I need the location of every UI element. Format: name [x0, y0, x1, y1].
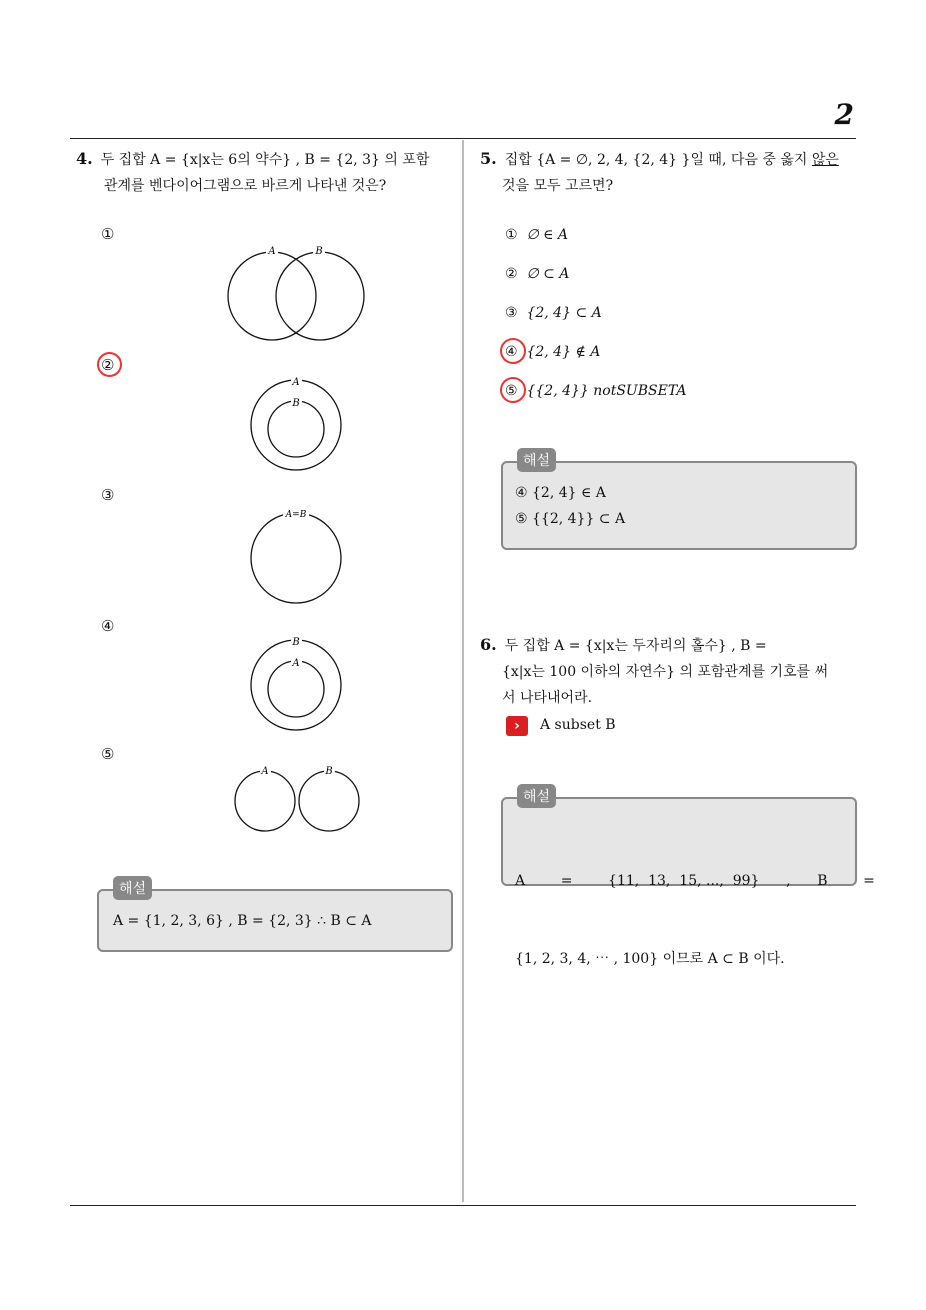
selected-mark [500, 338, 526, 364]
selected-mark [500, 377, 526, 403]
chevron-right-icon: › [506, 716, 528, 736]
choice-label: ④ [505, 344, 518, 360]
solution-line2: ⑤ {{2, 4}} ⊂ A [515, 511, 626, 527]
solution-box-q6 [501, 789, 875, 967]
choice-label: ② [505, 266, 518, 282]
choice-text: ∅ ∈ A [526, 227, 569, 243]
choice-2[interactable] [505, 261, 845, 300]
footer-rule [70, 1205, 856, 1206]
solution-box-q4 [97, 881, 453, 952]
venn-circle-a [268, 661, 324, 717]
venn-label-b: B [292, 398, 300, 409]
venn-circle-a [235, 771, 295, 831]
question-number: 5. [480, 149, 497, 168]
choice-label[interactable]: ① [101, 225, 115, 243]
emphasis-underline: 않은 [811, 152, 839, 168]
venn-diagram-4 [245, 634, 349, 734]
venn-circle-b [276, 252, 364, 340]
question-5 [480, 146, 860, 199]
solution-box-q5 [501, 453, 857, 550]
choice-list-q5 [505, 222, 845, 417]
question-text-line2: {x|x는 100 이하의 자연수} 의 포함관계를 기호를 써 [502, 664, 829, 680]
venn-label-b: B [325, 766, 333, 777]
question-text-line1: 집합 {A = ∅, 2, 4, {2, 4} }일 때, 다음 중 옳지 [504, 152, 812, 168]
venn-circle-a [228, 252, 316, 340]
solution-tag: 해설 [517, 448, 556, 472]
venn-label-a: A [292, 377, 300, 388]
solution-line1: A = {11, 13, 15, ..., 99} , B = [515, 873, 875, 889]
choice-4[interactable] [505, 339, 845, 378]
venn-diagram-3 [245, 506, 349, 606]
choice-text: {{2, 4}} notSUBSETA [526, 383, 687, 399]
question-number: 6. [480, 635, 497, 654]
choice-3[interactable] [505, 300, 845, 339]
venn-circle-b [299, 771, 359, 831]
choice-5[interactable] [505, 378, 845, 417]
question-number: 4. [76, 149, 93, 168]
solution-line1: ④ {2, 4} ∈ A [515, 485, 606, 501]
question-text-line2: 관계를 벤다이어그램으로 바르게 나타낸 것은? [104, 178, 387, 194]
venn-label-a: A [261, 766, 269, 777]
choice-label: ③ [505, 305, 518, 321]
choice-label: ⑤ [505, 383, 518, 399]
choice-label[interactable]: ③ [101, 486, 115, 504]
choice-text: ∅ ⊂ A [526, 266, 570, 282]
venn-diagram-2 [245, 374, 349, 474]
selected-mark [97, 352, 122, 377]
question-text-line2: 것을 모두 고르면? [502, 178, 614, 194]
solution-text: A = {1, 2, 3, 6} , B = {2, 3} ∴ B ⊂ A [113, 913, 372, 929]
venn-label-b: B [292, 637, 300, 648]
venn-label-ab: A=B [285, 510, 307, 520]
question-text-line1: 두 집합 A = {x|x는 6의 약수} , B = {2, 3} 의 포함 [100, 152, 430, 168]
venn-circle-ab [251, 513, 341, 603]
choice-label[interactable]: ④ [101, 617, 115, 635]
venn-label-b: B [315, 246, 323, 257]
choice-label: ① [505, 227, 518, 243]
solution-tag: 해설 [113, 876, 152, 900]
choice-1[interactable] [505, 222, 845, 261]
solution-tag: 해설 [517, 784, 556, 808]
venn-diagram-5 [228, 762, 364, 834]
choice-text: {2, 4} ⊂ A [526, 305, 602, 321]
page-number: 2 [834, 98, 854, 131]
venn-circle-b [268, 401, 324, 457]
answer-text: A subset B [540, 717, 616, 733]
venn-label-a: A [292, 658, 300, 669]
choice-text: {2, 4} ∉ A [526, 344, 601, 360]
question-6 [480, 632, 860, 711]
question-text-line1: 두 집합 A = {x|x는 두자리의 홀수} , B = [504, 638, 767, 654]
question-4 [76, 146, 456, 199]
column-divider [462, 140, 464, 1202]
venn-label-a: A [268, 246, 276, 257]
header-rule [70, 138, 856, 139]
choice-label[interactable]: ② [101, 356, 115, 374]
solution-line2: {1, 2, 3, 4, ⋯ , 100} 이므로 A ⊂ B 이다. [515, 951, 785, 967]
question-text-line3: 서 나타내어라. [502, 690, 593, 706]
venn-diagram-1 [220, 238, 380, 346]
choice-label[interactable]: ⑤ [101, 745, 115, 763]
